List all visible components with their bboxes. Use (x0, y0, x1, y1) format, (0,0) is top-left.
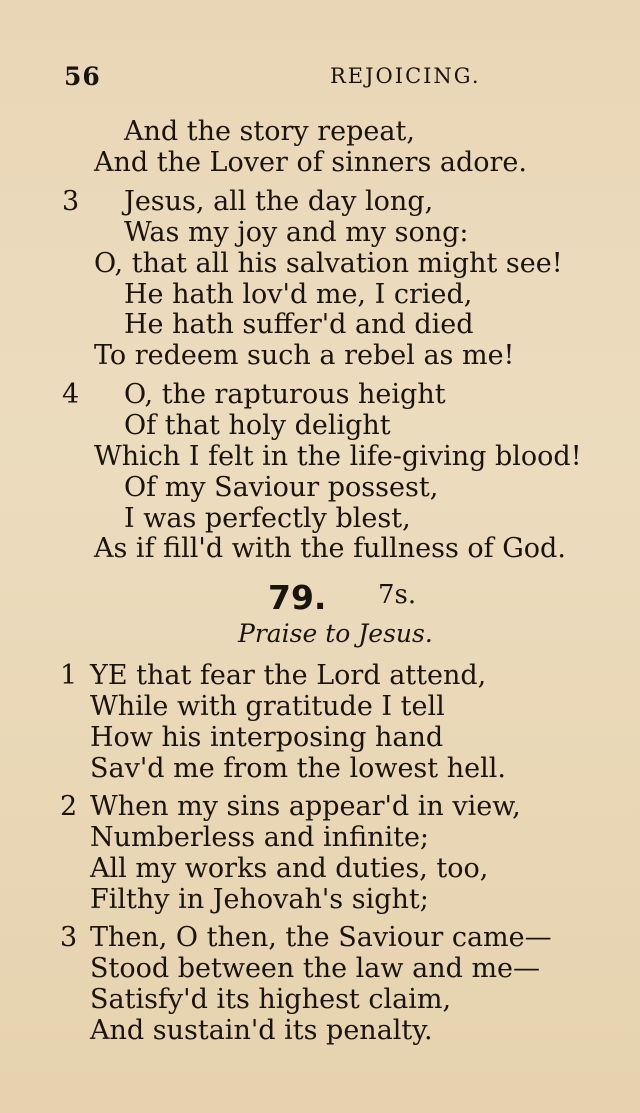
verse-line: Of that holy delight (124, 410, 391, 441)
verse-line: Of my Saviour possest, (124, 472, 439, 503)
verse-line: Sav'd me from the lowest hell. (90, 753, 506, 784)
verse-line: I was perfectly blest, (124, 503, 411, 534)
verse-line: Was my joy and my song: (124, 217, 469, 248)
verse-line: Which I felt in the life-giving blood! (94, 441, 582, 472)
verse-line: How his interposing hand (90, 722, 444, 753)
verse-line: While with gratitude I tell (90, 691, 445, 722)
verse-line: O, the rapturous height (124, 379, 446, 410)
verse-line: Stood between the law and me— (90, 953, 541, 984)
hymn-number: 79. (268, 578, 327, 617)
verse-line: And the story repeat, (124, 116, 415, 147)
verse-line: And sustain'd its penalty. (90, 1015, 433, 1046)
verse-number: 3 (60, 922, 78, 953)
verse-line: Filthy in Jehovah's sight; (90, 884, 429, 915)
verse-number: 2 (60, 791, 78, 822)
verse-line: To redeem such a rebel as me! (94, 340, 515, 371)
verse-line: Jesus, all the day long, (124, 186, 434, 217)
verse-line: Then, O then, the Saviour came— (90, 922, 552, 953)
verse-line: All my works and duties, too, (90, 853, 489, 884)
hymn-title: Praise to Jesus. (238, 619, 433, 648)
verse-line: YE that fear the Lord attend, (90, 660, 487, 691)
verse-line: As if fill'd with the fullness of God. (94, 533, 566, 564)
verse-line: When my sins appear'd in view, (90, 791, 521, 822)
running-title: REJOICING. (330, 64, 481, 88)
verse-line: Numberless and infinite; (90, 822, 430, 853)
verse-number: 1 (60, 660, 78, 691)
verse-line: He hath lov'd me, I cried, (124, 279, 473, 310)
hymn-meter: 7s. (378, 580, 417, 610)
verse-number: 4 (62, 379, 80, 410)
page-header (60, 62, 580, 98)
verse-line: Satisfy'd its highest claim, (90, 984, 452, 1015)
page-number: 56 (64, 62, 101, 91)
verse-line: And the Lover of sinners adore. (94, 147, 527, 178)
verse-line: He hath suffer'd and died (124, 309, 474, 340)
verse-line: O, that all his salvation might see! (94, 248, 563, 279)
verse-number: 3 (62, 186, 80, 217)
